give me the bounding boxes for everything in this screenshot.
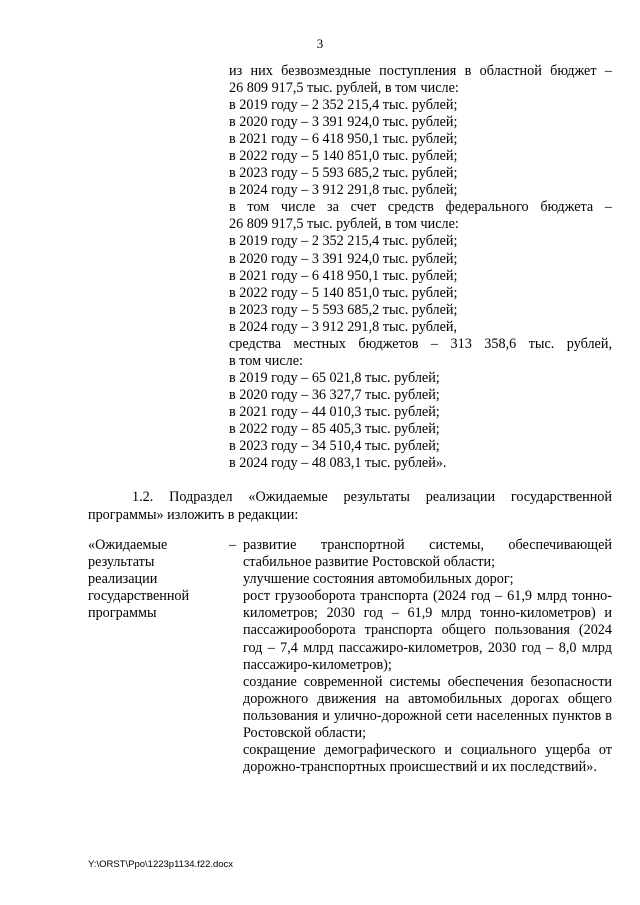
budget-line: в 2022 году – 5 140 851,0 тыс. рублей; bbox=[229, 148, 458, 165]
page-number: 3 bbox=[316, 36, 324, 51]
budget-line: в том числе: bbox=[229, 352, 303, 369]
budget-line: в 2020 году – 3 391 924,0 тыс. рублей; bbox=[229, 250, 458, 267]
result-item: создание современной системы обеспечения безопасности дорожного движения на автомобильных дорогах общего пользования и улично-дорожной сети населенных пунктов в Ростовской области; bbox=[243, 673, 612, 742]
budget-funding-block bbox=[229, 63, 612, 472]
budget-line: 26 809 917,5 тыс. рублей, в том числе: bbox=[229, 216, 459, 233]
budget-line: в 2021 году – 6 418 950,1 тыс. рублей; bbox=[229, 267, 458, 284]
budget-line: в 2024 году – 48 083,1 тыс. рублей». bbox=[229, 455, 447, 472]
budget-line: в 2019 году – 2 352 215,4 тыс. рублей; bbox=[229, 233, 458, 250]
label-line: государственной bbox=[88, 588, 190, 605]
budget-line: в 2023 году – 5 593 685,2 тыс. рублей; bbox=[229, 165, 458, 182]
budget-line: в 2023 году – 5 593 685,2 тыс. рублей; bbox=[229, 301, 458, 318]
budget-line: в 2024 году – 3 912 291,8 тыс. рублей, bbox=[229, 318, 458, 335]
result-item: развитие транспортной системы, обеспечивающей стабильное развитие Ростовской области; bbox=[243, 537, 612, 571]
label-line: результаты bbox=[88, 554, 155, 571]
budget-line: в 2021 году – 44 010,3 тыс. рублей; bbox=[229, 403, 440, 420]
label-line: реализации bbox=[88, 571, 158, 588]
expected-results-list bbox=[243, 537, 612, 776]
label-dash: – bbox=[229, 537, 237, 553]
budget-line: в 2020 году – 3 391 924,0 тыс. рублей; bbox=[229, 114, 458, 131]
budget-line: в том числе за счет средств федерального бюджета – bbox=[229, 199, 612, 216]
label-line: программы bbox=[88, 605, 157, 622]
budget-line: в 2020 году – 36 327,7 тыс. рублей; bbox=[229, 386, 440, 403]
budget-line: в 2024 году – 3 912 291,8 тыс. рублей; bbox=[229, 182, 458, 199]
budget-line: из них безвозмездные поступления в областной бюджет – bbox=[229, 63, 612, 79]
budget-line: средства местных бюджетов – 313 358,6 тыс. рублей, bbox=[229, 335, 612, 352]
budget-line: в 2022 году – 85 405,3 тыс. рублей; bbox=[229, 420, 440, 437]
budget-line: в 2019 году – 2 352 215,4 тыс. рублей; bbox=[229, 97, 458, 114]
budget-line: в 2019 году – 65 021,8 тыс. рублей; bbox=[229, 369, 440, 386]
file-path-footer: Y:\ORST\Ppo\1223p1134.f22.docx bbox=[88, 859, 234, 870]
result-item: рост грузооборота транспорта (2024 год – 61,9 млрд тонно-километров; 2030 год – 61,9 млрд тонно-километров) и пассажирооборота транспорта общего пользования (2024 год – 7,4 млрд пассажиро-километров, 2030 год – 8,0 млрд пассажиро-километров); bbox=[243, 588, 612, 673]
results-label bbox=[88, 537, 228, 622]
result-item: сокращение демографического и социального ущерба от дорожно-транспортных происшествий и их последствий». bbox=[243, 742, 612, 776]
budget-line: в 2021 году – 6 418 950,1 тыс. рублей; bbox=[229, 131, 458, 148]
budget-line: 26 809 917,5 тыс. рублей, в том числе: bbox=[229, 80, 459, 97]
label-line: «Ожидаемые bbox=[88, 537, 168, 553]
budget-line: в 2022 году – 5 140 851,0 тыс. рублей; bbox=[229, 284, 458, 301]
result-item: улучшение состояния автомобильных дорог; bbox=[243, 571, 514, 588]
budget-line: в 2023 году – 34 510,4 тыс. рублей; bbox=[229, 438, 440, 455]
section-paragraph: 1.2. Подраздел «Ожидаемые результаты реализации государственной программы» изложить в редакции: bbox=[88, 489, 612, 523]
